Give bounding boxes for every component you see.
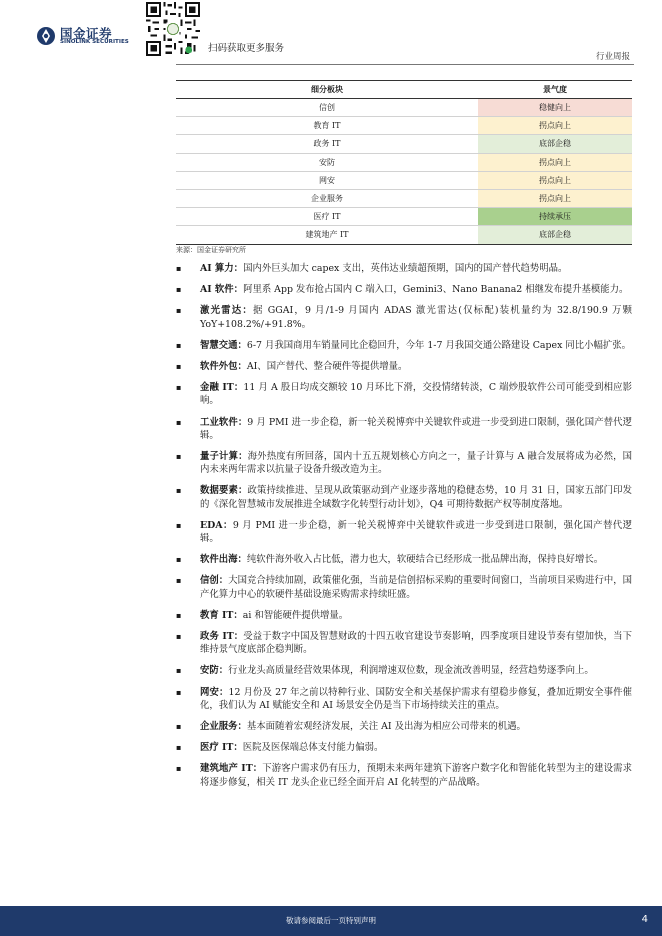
page-header: [0, 0, 662, 68]
table-row: [176, 226, 632, 244]
bullet-square-icon: ▪: [176, 555, 182, 565]
list-item-term: EDA：: [200, 519, 233, 531]
sector-cell: 医疗 IT: [313, 212, 341, 222]
list-item-term: 量子计算：: [200, 451, 248, 463]
outlook-cell: 底部企稳: [478, 135, 632, 152]
table-row: [176, 135, 632, 153]
list-item-text: 国内外巨头加大 capex 支出，英伟达业绩超预期，国内的国产替代趋势明晶。: [243, 263, 568, 274]
list-item: [174, 262, 632, 275]
list-item-text: 据 GGAI，9 月/1-9 月国内 ADAS 激光雷达(仅标配)装机量约为 32.8/190.9 万颗 YoY+108.2%/+91.8%。: [200, 305, 632, 330]
list-item: [174, 519, 632, 545]
list-item: [174, 574, 632, 600]
bullet-square-icon: ▪: [176, 520, 182, 530]
list-item: [174, 283, 632, 296]
list-item-term: 智慧交通：: [200, 339, 247, 351]
list-item-text: ai 和智能硬件提供增量。: [242, 609, 349, 621]
list-item-text: 受益于数字中国及智慧财政的十四五收官建设节奏影响，四季度项目建设节奏有望加快，当下维持景气度底部企稳判断。: [200, 631, 632, 656]
list-item: [174, 304, 632, 330]
list-item: [174, 630, 632, 656]
list-item-text: AI、国产替代、整合硬件等提供增量。: [246, 361, 408, 373]
list-item: [174, 381, 632, 407]
list-item: [174, 609, 632, 622]
table-header-row: [176, 80, 632, 99]
list-item-term: AI 算力：: [200, 263, 244, 274]
outlook-cell: 拐点向上: [478, 154, 632, 171]
table-row: [176, 117, 632, 135]
list-item-text: 9 月 PMI 进一步企稳，新一轮关税博弈中关键软件或进一步受到进口限制，强化国产替代逻辑。: [200, 416, 632, 441]
sector-commentary-list: [174, 262, 632, 789]
sector-cell: 教育 IT: [313, 121, 341, 131]
bullet-square-icon: ▪: [176, 743, 182, 753]
outlook-cell: 稳健向上: [478, 99, 632, 116]
bullet-square-icon: ▪: [176, 632, 182, 642]
list-item-term: 企业服务：: [200, 721, 247, 733]
list-item: [174, 664, 632, 677]
table-row: [176, 154, 632, 172]
list-item: [174, 484, 632, 510]
bullet-square-icon: ▪: [176, 764, 182, 774]
outlook-cell: 拐点向上: [478, 190, 632, 207]
list-item-text: 海外热度有所回落，国内十五五规划核心方向之一，量子计算与 A 融合发展将成为必然，国内未来两年需求以抗量子设备升级改造为主。: [200, 451, 632, 476]
sector-cell: 建筑地产 IT: [305, 230, 349, 240]
outlook-cell: 拐点向上: [478, 117, 632, 134]
bullet-square-icon: ▪: [176, 666, 182, 676]
list-item-text: 大国竞合持续加剧，政策催化强，当前是信创招标采购的重要时间窗口，当前项目采购进行中，国产化算力中心的软硬件基础设施采购需求持续旺盛。: [200, 575, 632, 600]
list-item: [174, 360, 632, 373]
bullet-square-icon: ▪: [176, 264, 182, 273]
list-item-term: 政务 IT：: [200, 631, 244, 643]
list-item: [174, 553, 632, 566]
list-item-text: 医院及医保端总体支付能力偏弱。: [242, 742, 384, 754]
header-divider: [176, 64, 634, 65]
list-item-text: 基本面随着宏观经济发展，关注 AI 及出海为相应公司带来的机遇。: [246, 721, 526, 733]
bullet-square-icon: ▪: [176, 383, 182, 393]
sector-outlook-table: [176, 80, 632, 245]
list-item-text: 6-7 月我国商用车销量同比企稳回升，今年 1-7 月我国交通公路建设 Capex 同比小幅扩张。: [246, 339, 631, 351]
list-item-term: 教育 IT：: [200, 609, 243, 621]
sector-cell: 政务 IT: [313, 139, 341, 149]
list-item-term: 软件出海：: [200, 554, 247, 566]
sector-cell: 企业服务: [311, 194, 343, 204]
list-item-term: 金融 IT：: [200, 382, 244, 394]
page-footer: [0, 906, 662, 936]
company-logo: [36, 24, 136, 52]
list-item: [174, 686, 632, 712]
list-item-text: 9 月 PMI 进一步企稳，新一轮关税博弈中关键软件或进一步受到进口限制，强化国产替代逻辑。: [200, 519, 632, 545]
list-item-term: 软件外包：: [200, 361, 247, 373]
list-item: [174, 416, 632, 442]
table-row: [176, 190, 632, 208]
list-item-term: 工业软件：: [200, 416, 248, 428]
list-item-term: 安防：: [200, 665, 229, 677]
table-source-note: 来源：国金证券研究所: [176, 246, 246, 254]
bullet-square-icon: ▪: [176, 417, 182, 427]
list-item-text: 下游客户需求仍有压力，预期未来两年建筑下游客户数字化和智能化转型为主的建设需求将逐步修复，相关 IT 龙头企业已经全面开启 AI 化转型的产品战略。: [200, 763, 632, 788]
list-item: [174, 741, 632, 754]
list-item: [174, 450, 632, 476]
list-item: [174, 762, 632, 788]
logo-chinese-name: 国金证券: [60, 26, 113, 41]
list-item-term: 网安：: [200, 686, 229, 698]
sector-cell: 安防: [319, 157, 335, 167]
list-item-text: 行业龙头高质量经营效果体现，利润增速双位数，现金流改善明显，经营趋势逐季向上。: [228, 665, 594, 677]
sinolink-logo-icon: [36, 26, 56, 46]
sector-cell: 网安: [319, 175, 335, 185]
list-item-term: 数据要素：: [200, 485, 248, 497]
bullet-square-icon: ▪: [176, 285, 182, 295]
list-item-text: 纯软件海外收入占比低，潜力也大，软硬结合已经形成一批品牌出海，保持良好增长。: [246, 554, 604, 566]
list-item-term: 信创：: [200, 575, 229, 587]
bullet-square-icon: ▪: [176, 687, 182, 697]
bullet-square-icon: ▪: [176, 576, 182, 586]
list-item: [174, 339, 632, 352]
report-type-label: 行业周报: [595, 52, 630, 62]
table-body: [176, 99, 632, 245]
list-item-text: 11 月 A 股日均成交额较 10 月环比下滑，交投情绪转淡，C 端炒股软件公司可能受到相应影响。: [200, 382, 632, 407]
list-item-term: 建筑地产 IT：: [200, 763, 263, 775]
outlook-cell: 底部企稳: [478, 226, 632, 243]
bullet-square-icon: ▪: [176, 362, 182, 372]
footer-disclaimer: 敬请参阅最后一页特别声明: [286, 916, 376, 925]
bullet-square-icon: ▪: [176, 340, 182, 350]
bullet-square-icon: ▪: [176, 452, 182, 462]
outlook-cell: 拐点向上: [478, 172, 632, 189]
list-item-text: 阿里系 App 发布抢占国内 C 端入口，Gemini3、Nano Banana2 相继发布提升基模能力。: [243, 284, 629, 296]
list-item-text: 政策持续推进、呈现从政策驱动到产业逐步落地的稳健态势，10 月 31 日，国家五部门印发的《深化智慧城市发展推进全域数字化转型行动计划》，Q4 可期待数据产权等制度落地。: [200, 485, 632, 510]
list-item-term: 医疗 IT：: [200, 742, 243, 754]
bullet-square-icon: ▪: [176, 486, 182, 496]
qr-code-icon[interactable]: [146, 2, 200, 56]
list-item-term: 激光雷达：: [200, 305, 253, 317]
list-item-term: AI 软件：: [200, 284, 244, 296]
sector-cell: 信创: [319, 103, 335, 113]
bullet-square-icon: ▪: [176, 306, 182, 316]
qr-caption: 扫码获取更多服务: [208, 43, 285, 54]
page-number: 4: [641, 914, 648, 925]
column-header-outlook: 景气度: [543, 84, 567, 94]
logo-english-name: SINOLINK SECURITIES: [60, 39, 129, 45]
table-row: [176, 99, 632, 117]
bullet-square-icon: ▪: [176, 610, 182, 620]
column-header-sector: 细分板块: [311, 84, 343, 94]
list-item-text: 12 月份及 27 年之前以特种行业、国防安全和关基保护需求有望稳步修复，叠加近期安全事件催化，我们认为 AI 赋能安全和 AI 场景安全仍是当下市场持续关注的重点。: [200, 686, 632, 711]
table-row: [176, 208, 632, 226]
bullet-square-icon: ▪: [176, 722, 182, 732]
table-row: [176, 172, 632, 190]
outlook-cell: 持续承压: [478, 208, 632, 225]
list-item: [174, 720, 632, 733]
